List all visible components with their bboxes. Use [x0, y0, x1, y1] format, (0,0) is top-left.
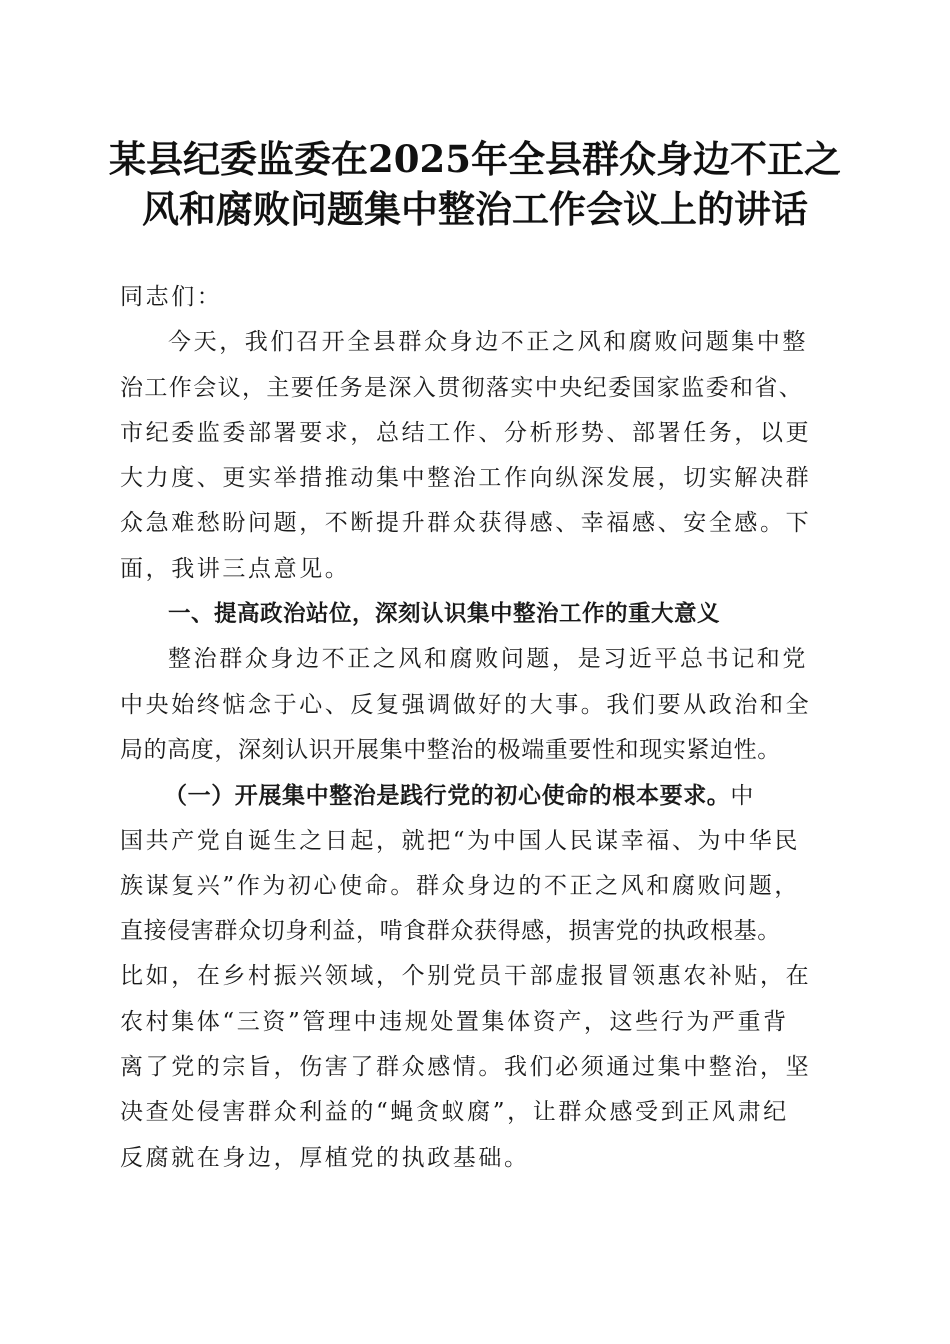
paragraph-1-line: 面，我讲三点意见。	[120, 555, 351, 582]
document-title-line-2: 风和腐败问题集中整治工作会议上的讲话	[142, 187, 808, 231]
paragraph-1-line: 市纪委监委部署要求，总结工作、分析形势、部署任务，以更	[120, 419, 812, 446]
paragraph-3-line: 国共产党自诞生之日起，就把“为中国人民谋幸福、为中华民	[120, 827, 800, 854]
document-body	[120, 275, 840, 1181]
document-title-line-1: 某县纪委监委在2025年全县群众身边不正之	[109, 137, 841, 181]
paragraph-2-line: 局的高度，深刻认识开展集中整治的极端重要性和现实紧迫性。	[120, 736, 781, 763]
section-heading-1: 一、提高政治站位，深刻认识集中整治工作的重大意义	[168, 601, 721, 628]
paragraph-3-line: 农村集体“三资”管理中违规处置集体资产，这些行为严重背	[120, 1008, 789, 1035]
paragraph-3-line: 离了党的宗旨，伤害了群众感情。我们必须通过集中整治，坚	[120, 1054, 812, 1081]
paragraph-3-line: 直接侵害群众切身利益，啃食群众获得感，损害党的执政根基。	[120, 918, 781, 945]
paragraph-3-first-line	[120, 773, 840, 818]
paragraph-3-line: 族谋复兴”作为初心使命。群众身边的不正之风和腐败问题，	[120, 872, 800, 899]
paragraph-3-line: 反腐就在身边，厚植党的执政基础。	[120, 1144, 530, 1171]
paragraph-2-line: 整治群众身边不正之风和腐败问题，是习近平总书记和党	[168, 646, 808, 673]
salutation: 同志们：	[120, 284, 223, 310]
subheading-1: （一）开展集中整治是践行党的初心使命的根本要求。	[164, 782, 731, 810]
paragraph-3-line: 比如，在乡村振兴领域，个别党员干部虚报冒领惠农补贴，在	[120, 963, 812, 990]
paragraph-1-line: 众急难愁盼问题，不断提升群众获得感、幸福感、安全感。下	[120, 510, 812, 537]
paragraph-1-line: 大力度、更实举措推动集中整治工作向纵深发展，切实解决群	[120, 465, 812, 492]
paragraph-3-lead-rest: 中	[730, 783, 755, 810]
paragraph-3-line: 决查处侵害群众利益的“蝇贪蚁腐”，让群众感受到正风肃纪	[120, 1099, 789, 1126]
paragraph-1-line: 治工作会议，主要任务是深入贯彻落实中央纪委国家监委和省、	[120, 374, 804, 401]
paragraph-2-line: 中央始终惦念于心、反复强调做好的大事。我们要从政治和全	[120, 691, 812, 718]
paragraph-1-line: 今天，我们召开全县群众身边不正之风和腐败问题集中整	[168, 329, 808, 356]
